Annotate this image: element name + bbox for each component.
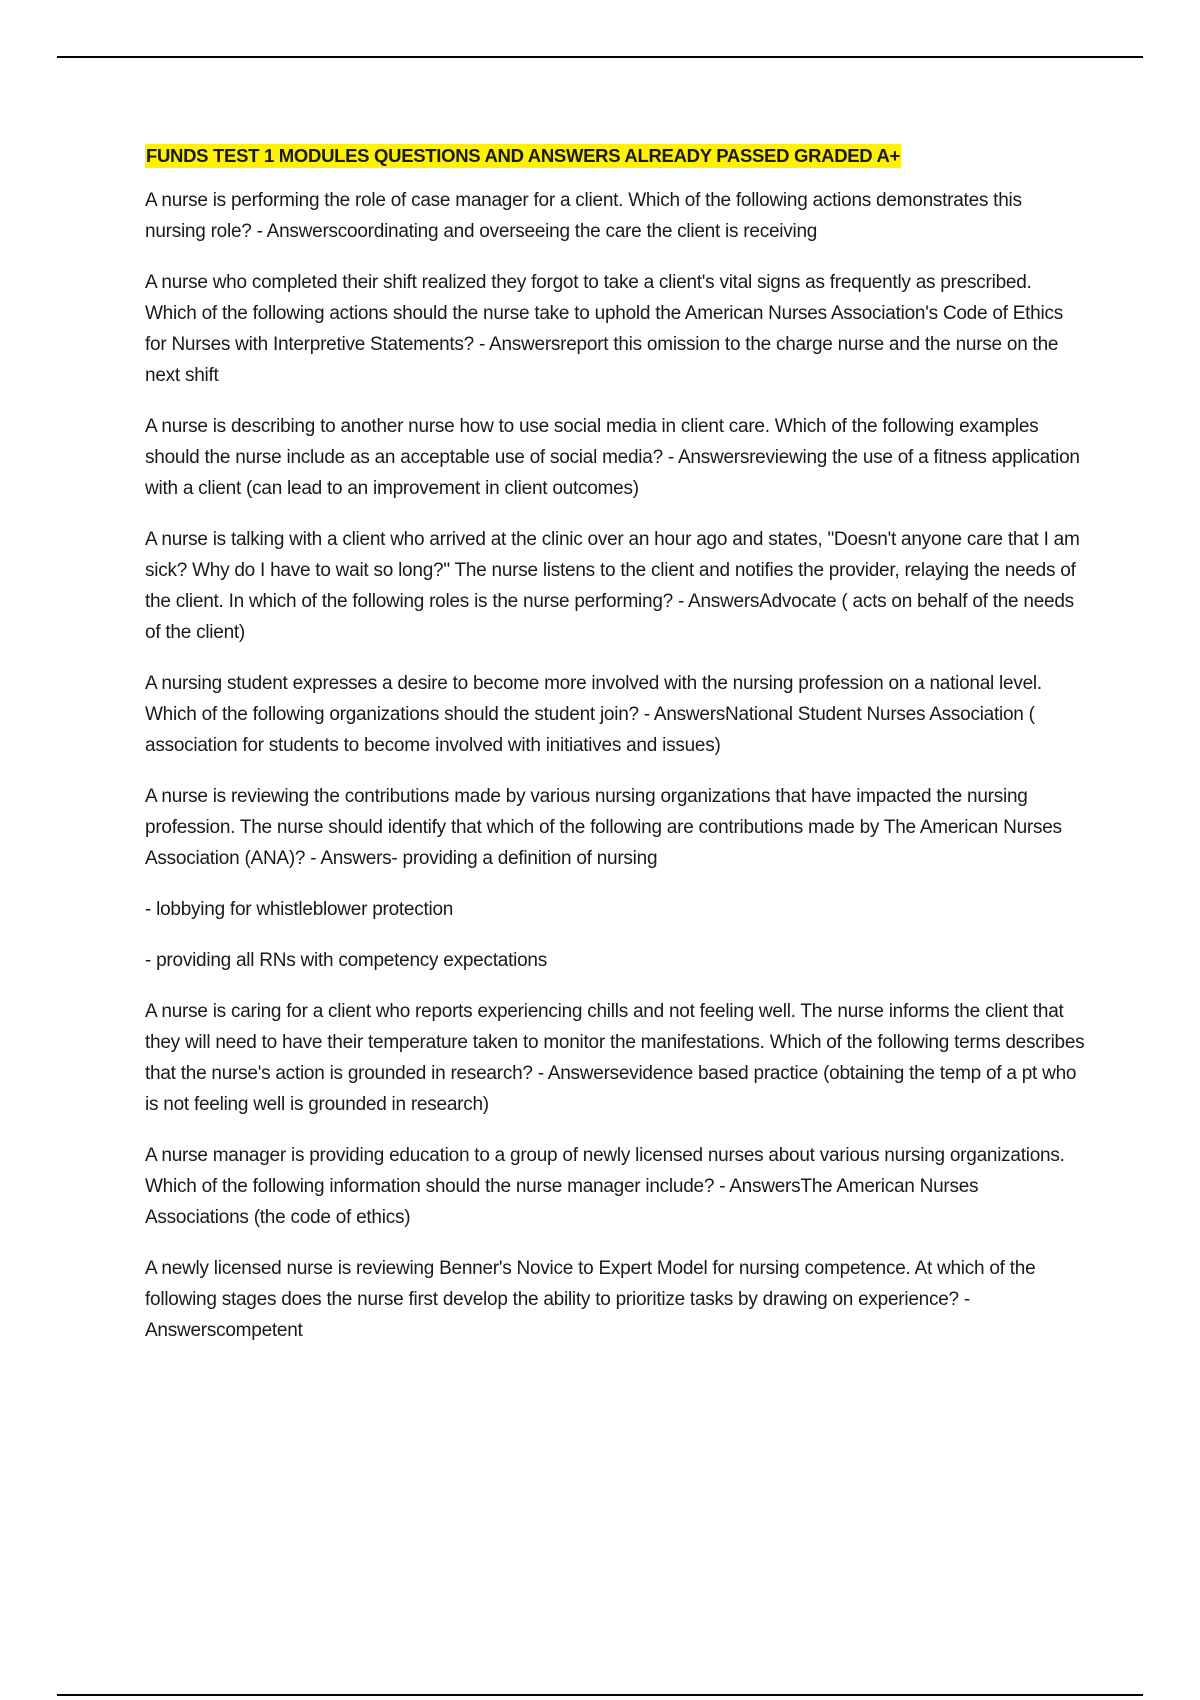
qa-paragraph: A newly licensed nurse is reviewing Benner's Novice to Expert Model for nursing competence. At which of the following stages does the nurse first develop the ability to prioritize tasks by drawing on experience? - Answerscompetent [145,1258,1036,1341]
qa-paragraph: A nurse is reviewing the contributions made by various nursing organizations that have impacted the nursing profession. The nurse should identify that which of the following are contributions made by The American Nurses Association (ANA)? - Answers- providing a definition of nursing [145,786,1062,869]
answer-list-item: - lobbying for whistleblower protection [145,899,454,920]
qa-paragraph: A nurse is caring for a client who reports experiencing chills and not feeling well. The nurse informs the client that they will need to have their temperature taken to monitor the manifestations. Which of the following terms describes that the nurse's action is grounded in research? - Answersevidence based practice (obtaining the temp of a pt who is not feeling well is grounded in research) [145,1001,1085,1115]
answer-list-item: - providing all RNs with competency expectations [145,950,547,971]
qa-paragraph: A nurse is performing the role of case manager for a client. Which of the following actions demonstrates this nursing role? - Answerscoordinating and overseeing the care the client is receiving [145,190,1022,242]
document-title: FUNDS TEST 1 MODULES QUESTIONS AND ANSWERS ALREADY PASSED GRADED A+ [146,145,901,166]
header-rule [57,56,1143,58]
qa-paragraph: A nursing student expresses a desire to become more involved with the nursing profession on a national level. Which of the following organizations should the student join? - AnswersNational Student Nurses Association ( association for students to become involved with initiatives and issues) [145,673,1042,756]
footer-rule [57,1694,1143,1696]
qa-paragraph: A nurse is describing to another nurse how to use social media in client care. Which of the following examples should the nurse include as an acceptable use of social media? - Answersreviewing the use of a fitness application with a client (can lead to an improvement in client outcomes) [145,416,1080,499]
title-wrapper [145,144,1085,168]
document-body [145,144,1085,1366]
qa-paragraph: A nurse who completed their shift realized they forgot to take a client's vital signs as frequently as prescribed. Which of the following actions should the nurse take to uphold the American Nurses Association's Code of Ethics for Nurses with Interpretive Statements? - Answersreport this omission to the charge nurse and the nurse on the next shift [145,272,1063,386]
qa-paragraph: A nurse is talking with a client who arrived at the clinic over an hour ago and states, "Doesn't anyone care that I am sick? Why do I have to wait so long?" The nurse listens to the client and notifies the provider, relaying the needs of the client. In which of the following roles is the nurse performing? - AnswersAdvocate ( acts on behalf of the needs of the client) [145,529,1080,643]
qa-paragraph: A nurse manager is providing education to a group of newly licensed nurses about various nursing organizations. Which of the following information should the nurse manager include? - AnswersThe American Nurses Associations (the code of ethics) [145,1145,1065,1228]
